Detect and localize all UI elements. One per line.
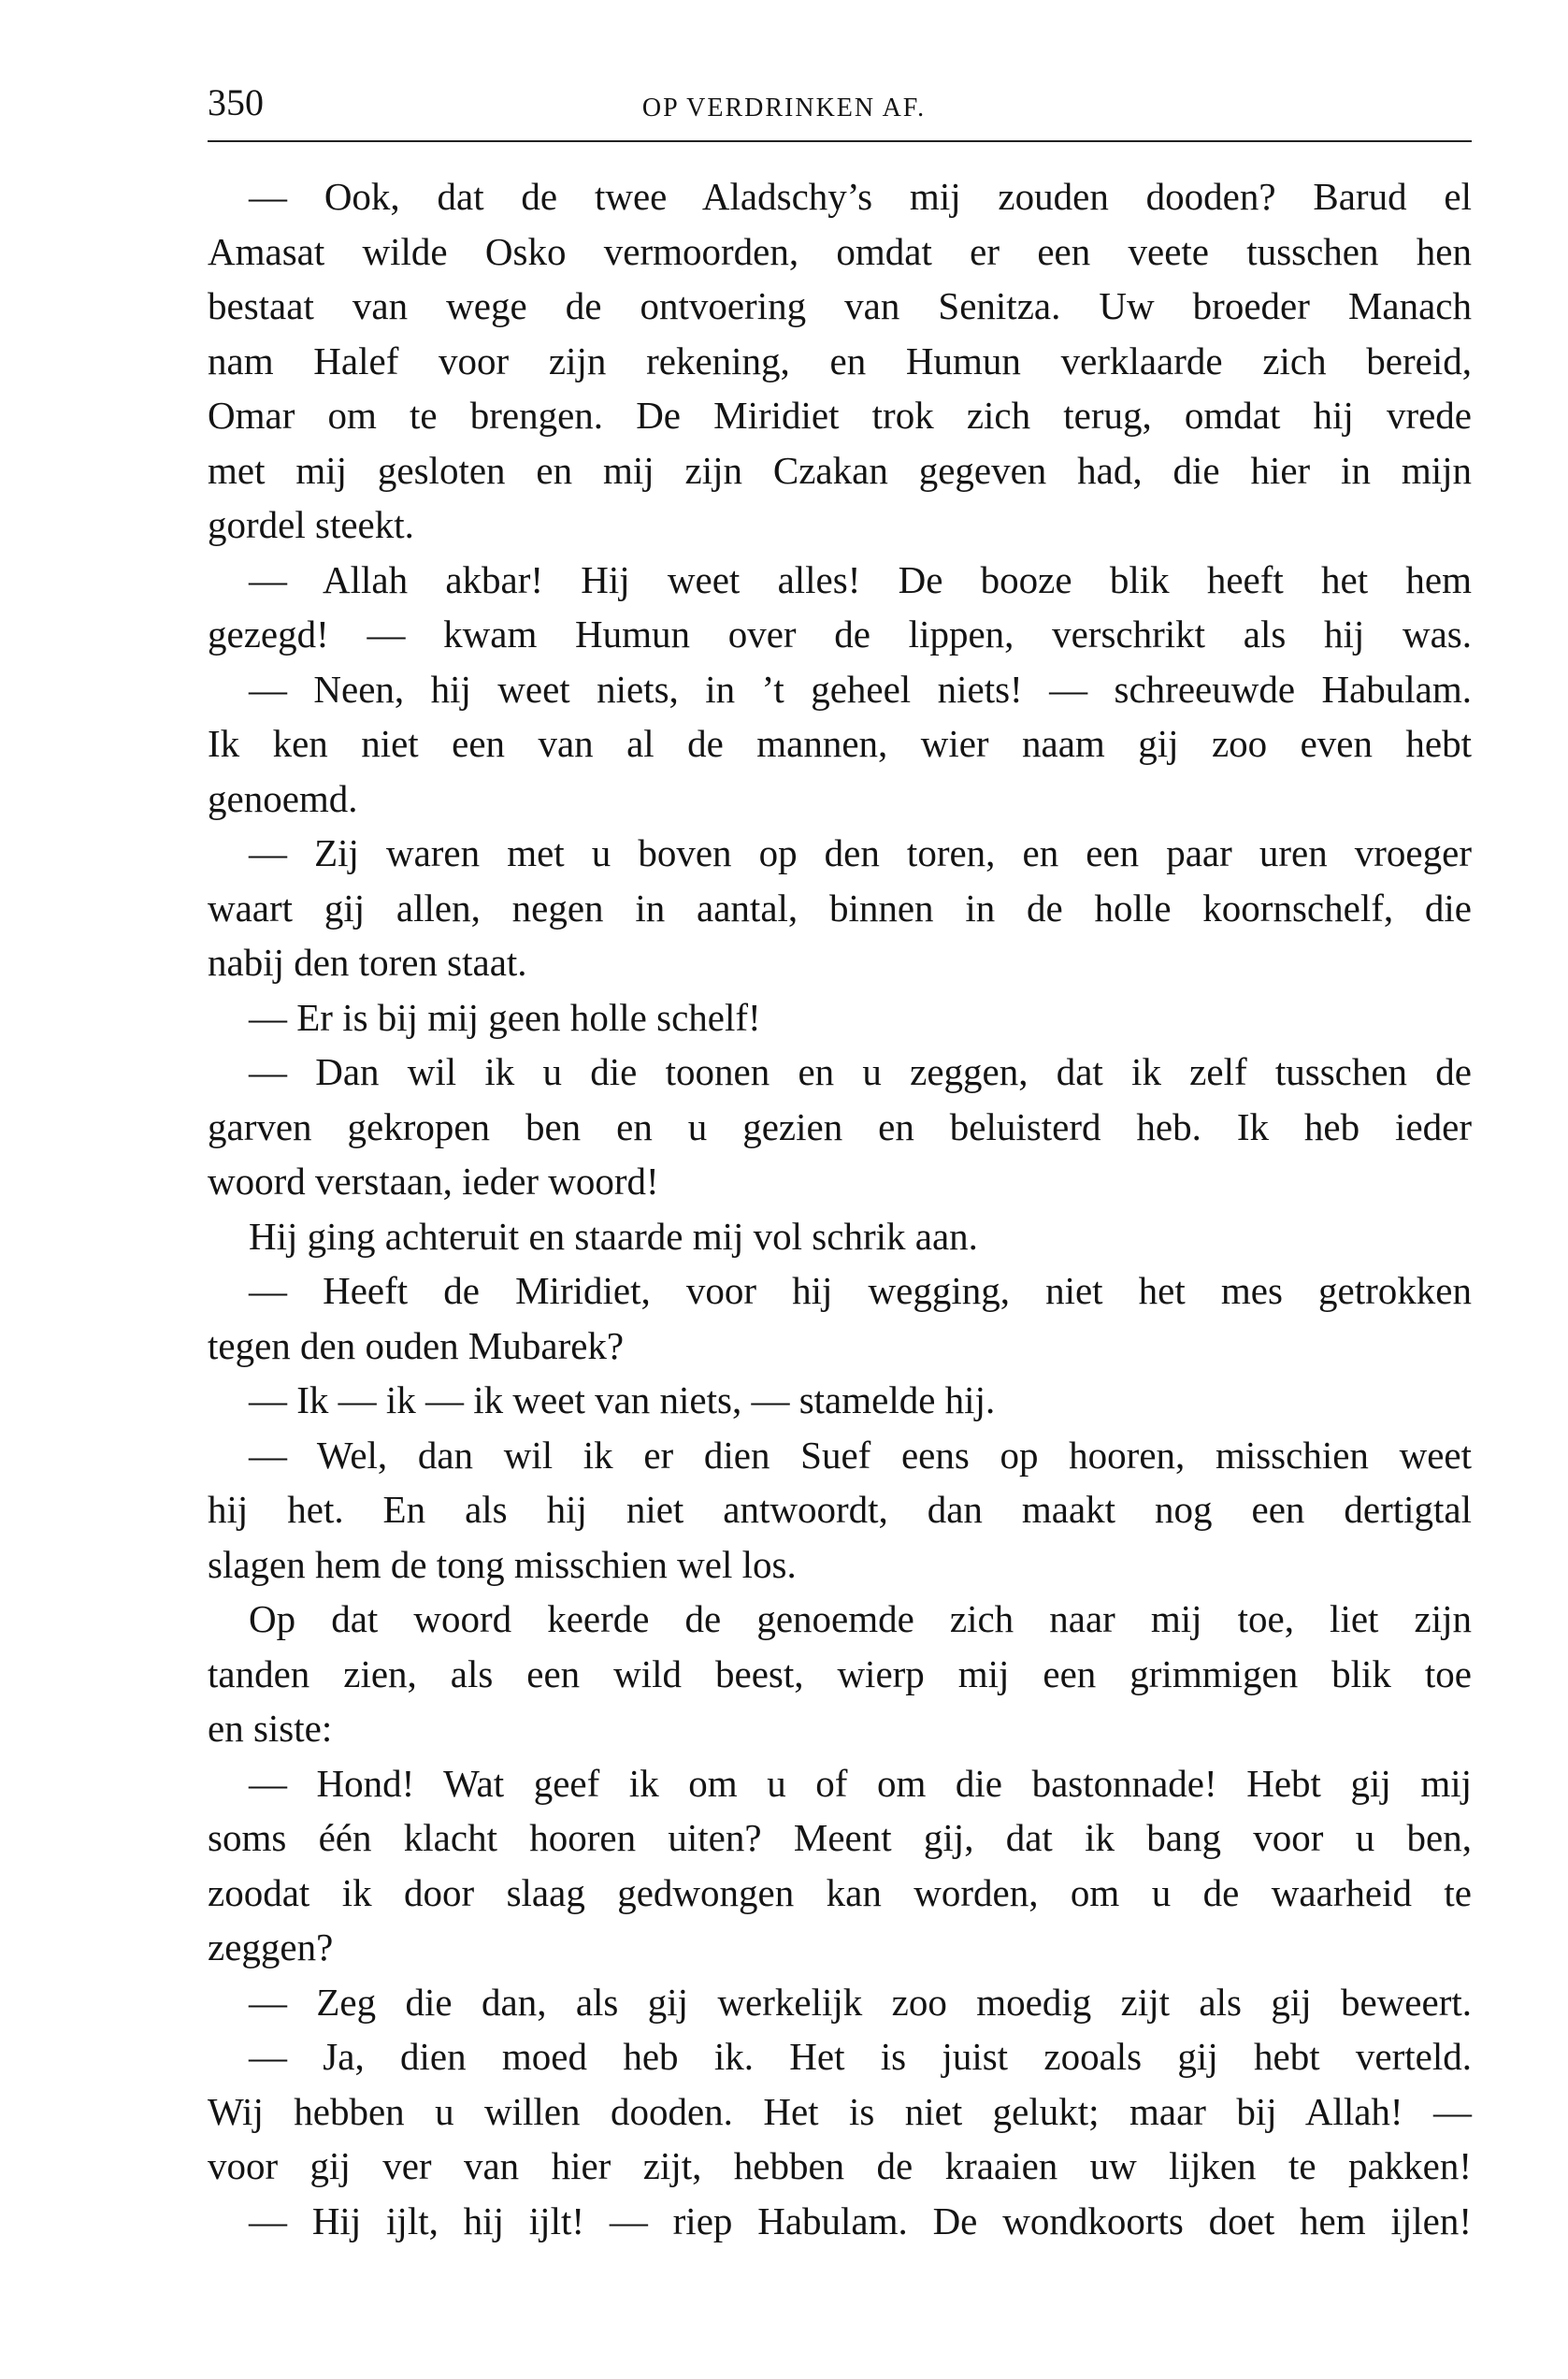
text-line: soms één klacht hooren uiten? Meent gij, dat ik bang voor u ben,: [208, 1816, 1472, 1859]
text-line: — Zij waren met u boven op den toren, en een paar uren vroeger: [249, 831, 1472, 874]
text-line: — Wel, dan wil ik er dien Suef eens op hooren, misschien weet: [249, 1433, 1472, 1477]
text-line: — Hij ijlt, hij ijlt! — riep Habulam. De wondkoorts doet hem ijlen!: [249, 2199, 1472, 2242]
text-line: gordel steekt.: [208, 503, 414, 546]
text-line: woord verstaan, ieder woord!: [208, 1160, 659, 1203]
text-line: nam Halef voor zijn rekening, en Humun verklaarde zich bereid,: [208, 339, 1472, 382]
text-line: en siste:: [208, 1707, 333, 1750]
text-line: hij het. En als hij niet antwoordt, dan maakt nog een dertigtal: [208, 1488, 1472, 1531]
text-line: tegen den ouden Mubarek?: [208, 1323, 625, 1367]
text-line: — Zeg die dan, als gij werkelijk zoo moedig zijt als gij beweert.: [249, 1980, 1472, 2024]
text-line: Op dat woord keerde de genoemde zich naar mij toe, liet zijn: [249, 1597, 1472, 1640]
text-line: — Heeft de Miridiet, voor hij wegging, niet het mes getrokken: [249, 1269, 1472, 1312]
text-line: waart gij allen, negen in aantal, binnen in de holle koornschelf, die: [208, 886, 1472, 930]
text-line: Wij hebben u willen dooden. Het is niet gelukt; maar bij Allah! —: [208, 2089, 1472, 2133]
text-line: gezegd! — kwam Humun over de lippen, verschrikt als hij was.: [208, 613, 1472, 656]
running-title: OP VERDRINKEN AF.: [641, 94, 927, 123]
text-line: Hij ging achteruit en staarde mij vol schrik aan.: [249, 1214, 978, 1258]
text-line: — Neen, hij weet niets, in ’t geheel niets! — schreeuwde Habulam.: [249, 667, 1472, 711]
text-line: slagen hem de tong misschien wel los.: [208, 1542, 797, 1586]
text-line: — Allah akbar! Hij weet alles! De booze blik heeft het hem: [249, 557, 1472, 601]
text-line: tanden zien, als een wild beest, wierp mij een grimmigen blik toe: [208, 1651, 1472, 1695]
text-line: — Ja, dien moed heb ik. Het is juist zooals gij hebt verteld.: [249, 2035, 1472, 2078]
text-line: zoodat ik door slaag gedwongen kan worden, om u de waarheid te: [208, 1870, 1472, 1914]
text-line: — Er is bij mij geen holle schelf!: [249, 995, 761, 1039]
page-number: 350: [208, 81, 264, 123]
header-rule: [208, 140, 1472, 142]
text-line: voor gij ver van hier zijt, hebben de kraaien uw lijken te pakken!: [208, 2144, 1472, 2187]
text-line: genoemd.: [208, 776, 358, 820]
text-line: zeggen?: [208, 1925, 334, 1968]
text-line: garven gekropen ben en u gezien en beluisterd heb. Ik heb ieder: [208, 1104, 1472, 1148]
text-line: — Hond! Wat geef ik om u of om die bastonnade! Hebt gij mij: [249, 1761, 1472, 1805]
text-line: Omar om te brengen. De Miridiet trok zich terug, omdat hij vrede: [208, 394, 1472, 437]
text-line: — Ook, dat de twee Aladschy’s mij zouden dooden? Barud el: [249, 175, 1472, 218]
text-line: — Ik — ik — ik weet van niets, — stamelde hij.: [249, 1378, 996, 1421]
text-line: bestaat van wege de ontvoering van Senitza. Uw broeder Manach: [208, 284, 1472, 327]
text-line: nabij den toren staat.: [208, 941, 527, 984]
text-line: Amasat wilde Osko vermoorden, omdat er een veete tusschen hen: [208, 229, 1472, 273]
text-line: met mij gesloten en mij zijn Czakan gegeven had, die hier in mijn: [208, 448, 1472, 492]
text-line: Ik ken niet een van al de mannen, wier naam gij zoo even hebt: [208, 722, 1472, 765]
text-line: — Dan wil ik u die toonen en u zeggen, dat ik zelf tusschen de: [249, 1050, 1472, 1093]
